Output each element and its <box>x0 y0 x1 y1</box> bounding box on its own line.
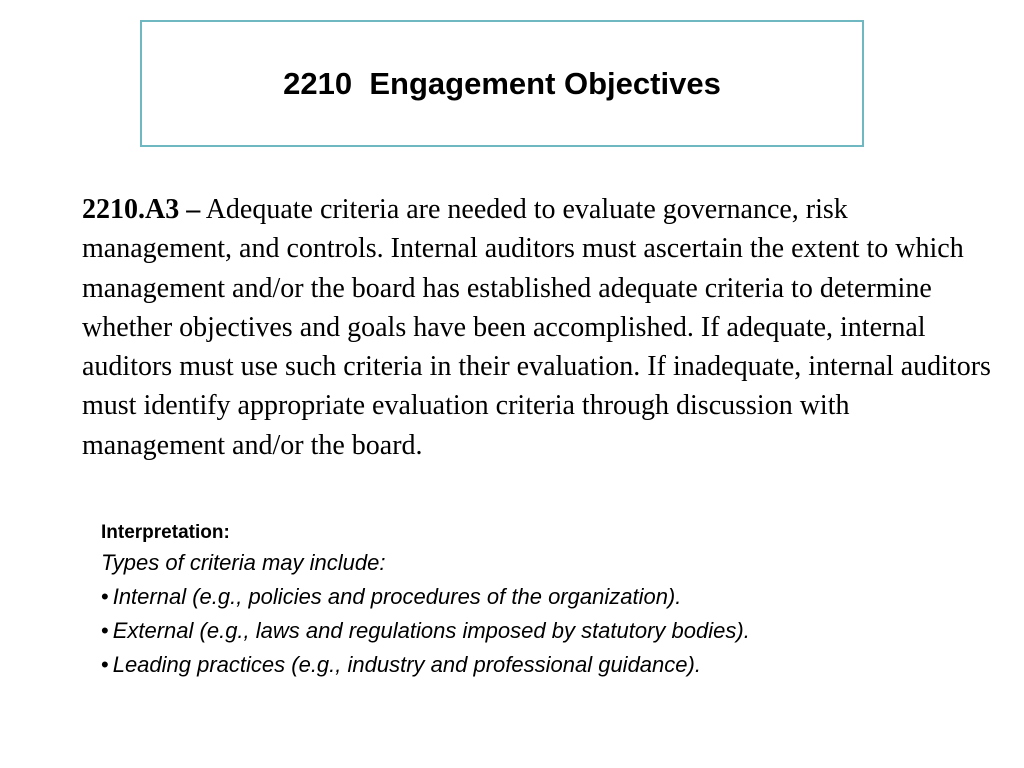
bullet-icon: • <box>101 584 109 609</box>
interpretation-heading: Interpretation: <box>101 522 230 543</box>
bullet-icon: • <box>101 652 109 677</box>
list-item <box>101 648 981 682</box>
slide-title: 2210 Engagement Objectives <box>283 65 721 101</box>
criteria-item-external: External (e.g., laws and regulations imposed by statutory bodies). <box>112 618 750 643</box>
standard-paragraph <box>82 190 992 465</box>
list-item <box>101 614 981 648</box>
bullet-icon: • <box>101 618 109 643</box>
interpretation-section <box>101 520 981 682</box>
criteria-item-internal: Internal (e.g., policies and procedures of the organization). <box>112 584 682 609</box>
standard-id: 2210.A3 – <box>82 194 201 225</box>
criteria-item-leading-practices: Leading practices (e.g., industry and professional guidance). <box>112 652 701 677</box>
criteria-list <box>101 580 981 682</box>
standard-body: Adequate criteria are needed to evaluate governance, risk management, and controls. Internal auditors must ascertain the extent to which management and/or the board has established adequate criteria to determine whether objectives and goals have been accomplished. If adequate, internal auditors must use such criteria in their evaluation. If inadequate, internal auditors must identify appropriate evaluation criteria through discussion with management and/or the board. <box>82 194 991 461</box>
title-box <box>140 20 864 147</box>
interpretation-intro: Types of criteria may include: <box>101 550 386 575</box>
list-item <box>101 580 981 614</box>
